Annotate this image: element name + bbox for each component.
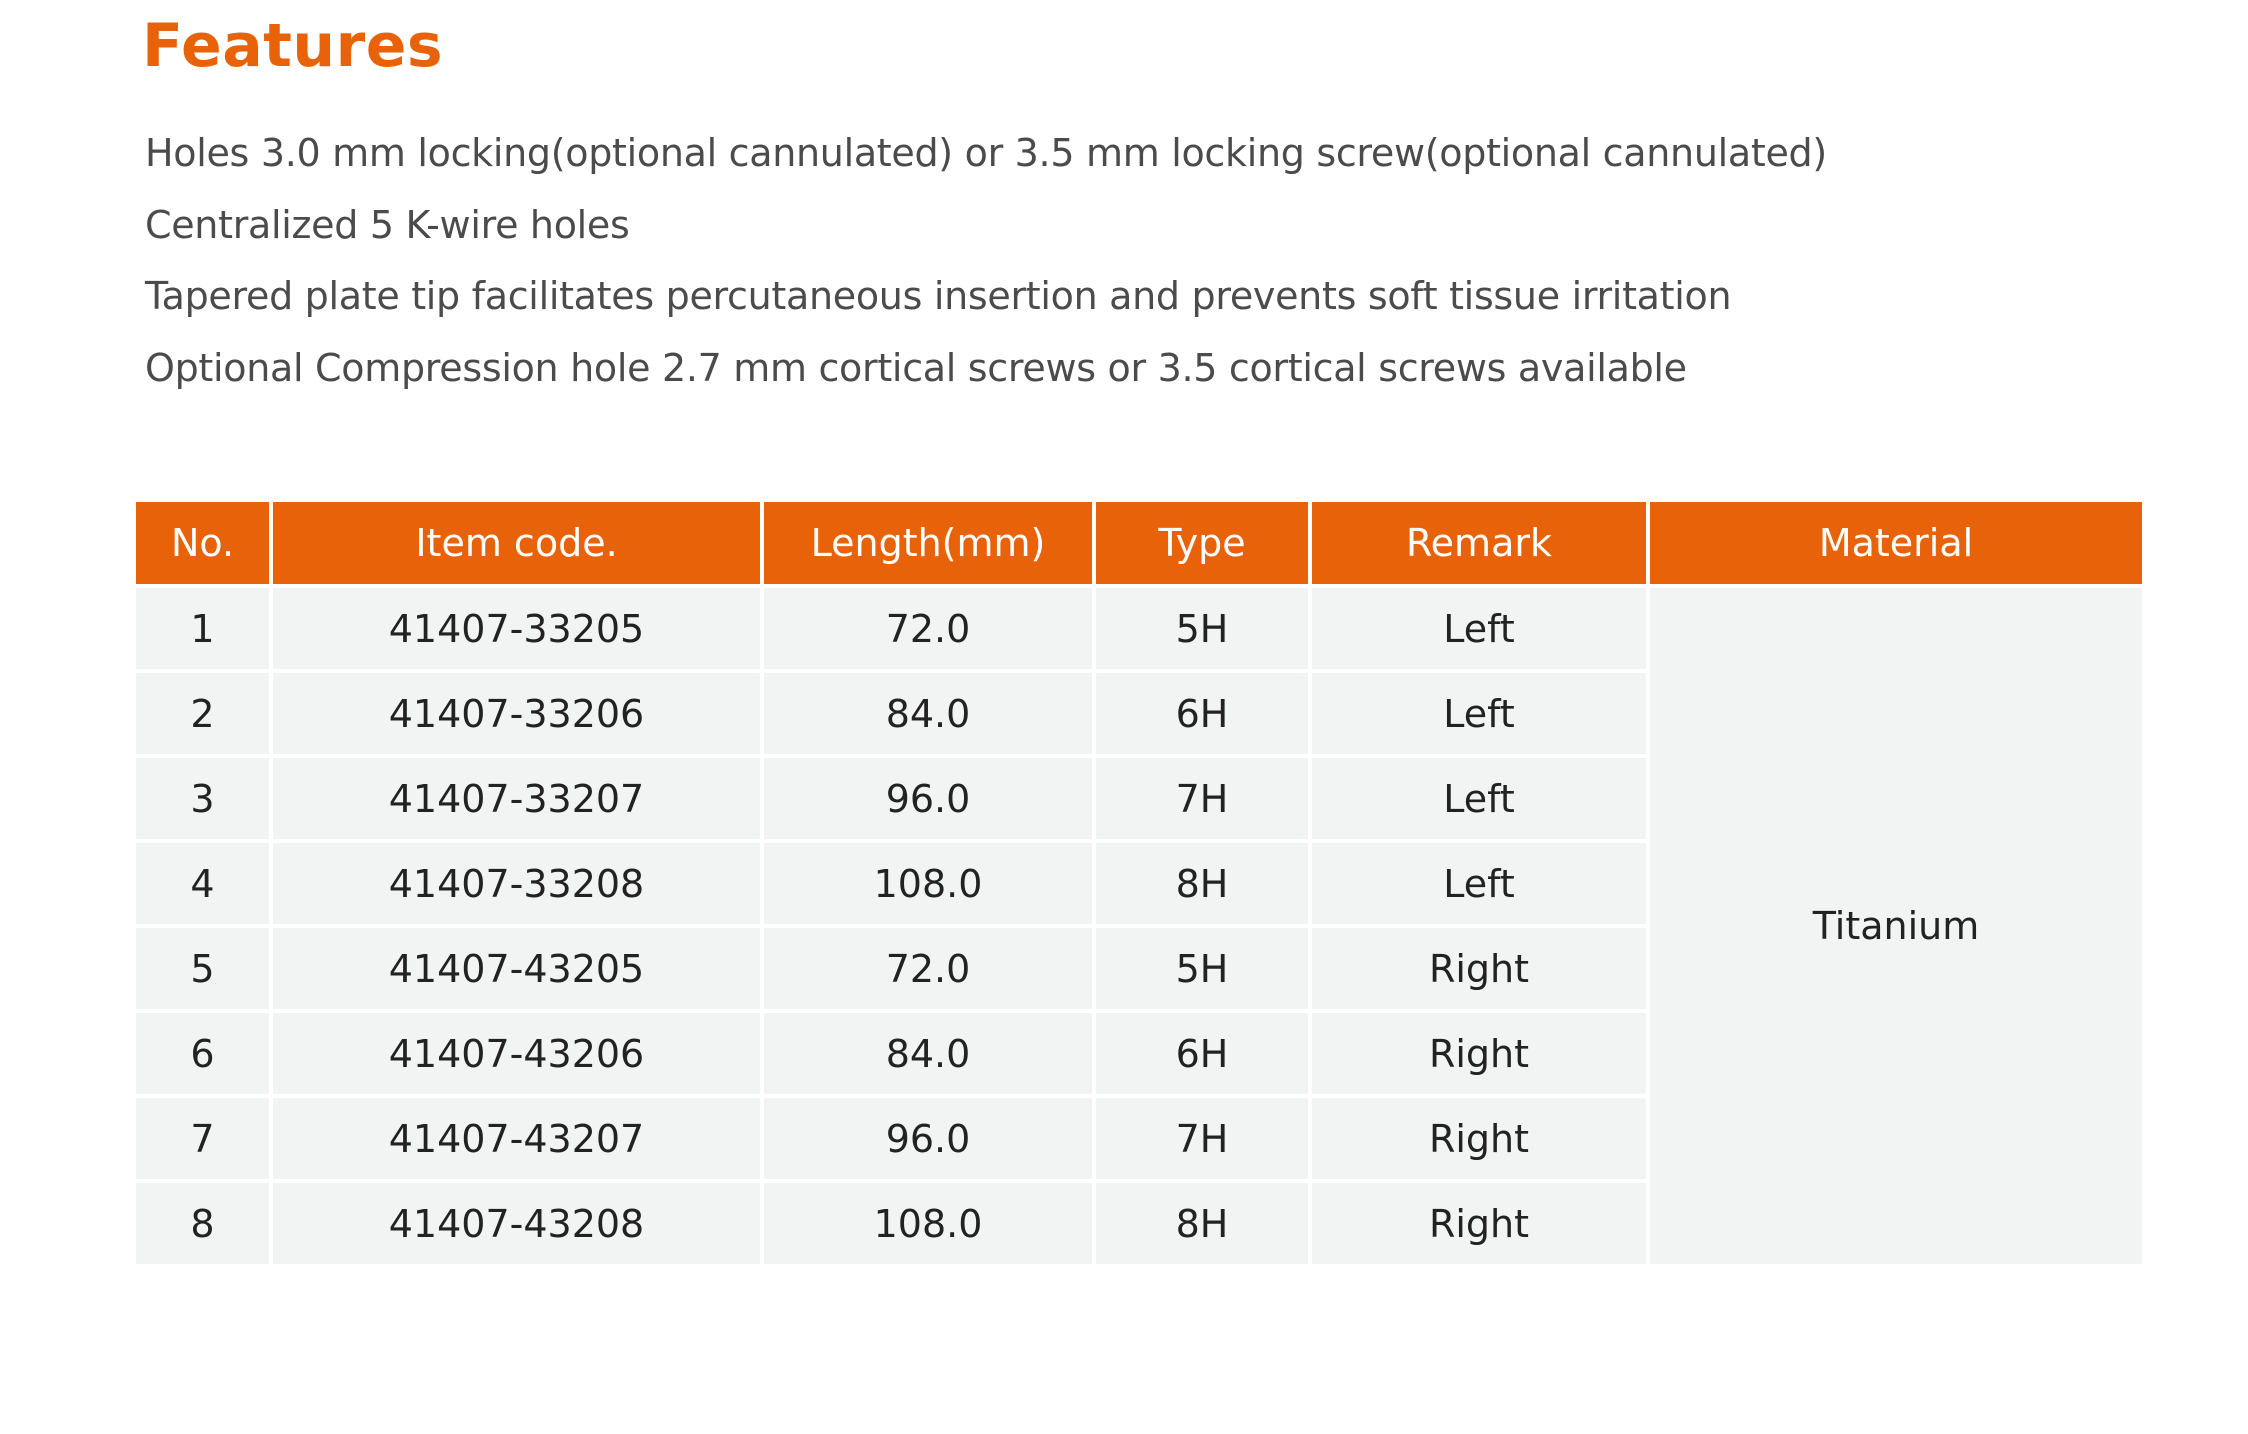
cell-length: 96.0 bbox=[764, 758, 1092, 839]
table-row bbox=[136, 588, 2142, 669]
cell-no: 2 bbox=[136, 673, 269, 754]
cell-remark: Left bbox=[1312, 673, 1646, 754]
cell-item-code: 41407-43205 bbox=[273, 928, 760, 1009]
feature-item: Tapered plate tip facilitates percutaneous insertion and prevents soft tissue irritation bbox=[145, 274, 1732, 318]
header-remark: Remark bbox=[1312, 502, 1646, 584]
cell-no: 8 bbox=[136, 1183, 269, 1264]
cell-item-code: 41407-43208 bbox=[273, 1183, 760, 1264]
cell-length: 96.0 bbox=[764, 1098, 1092, 1179]
cell-length: 84.0 bbox=[764, 1013, 1092, 1094]
cell-item-code: 41407-43207 bbox=[273, 1098, 760, 1179]
cell-type: 7H bbox=[1096, 758, 1308, 839]
cell-type: 7H bbox=[1096, 1098, 1308, 1179]
product-spec-table bbox=[132, 498, 2146, 1268]
cell-remark: Right bbox=[1312, 1013, 1646, 1094]
cell-remark: Left bbox=[1312, 843, 1646, 924]
cell-type: 5H bbox=[1096, 928, 1308, 1009]
cell-remark: Left bbox=[1312, 588, 1646, 669]
header-item-code: Item code. bbox=[273, 502, 760, 584]
header-material: Material bbox=[1650, 502, 2142, 584]
header-type: Type bbox=[1096, 502, 1308, 584]
feature-item: Optional Compression hole 2.7 mm cortical screws or 3.5 cortical screws available bbox=[145, 345, 1687, 390]
table-header-row bbox=[136, 502, 2142, 584]
cell-item-code: 41407-33207 bbox=[273, 758, 760, 839]
cell-item-code: 41407-43206 bbox=[273, 1013, 760, 1094]
cell-type: 8H bbox=[1096, 843, 1308, 924]
cell-length: 108.0 bbox=[764, 843, 1092, 924]
cell-item-code: 41407-33208 bbox=[273, 843, 760, 924]
cell-no: 3 bbox=[136, 758, 269, 839]
cell-length: 72.0 bbox=[764, 588, 1092, 669]
cell-remark: Right bbox=[1312, 928, 1646, 1009]
cell-item-code: 41407-33206 bbox=[273, 673, 760, 754]
cell-material: Titanium bbox=[1650, 588, 2142, 1264]
feature-item: Holes 3.0 mm locking(optional cannulated) or 3.5 mm locking screw(optional cannulated) bbox=[145, 131, 1827, 175]
cell-length: 72.0 bbox=[764, 928, 1092, 1009]
cell-type: 8H bbox=[1096, 1183, 1308, 1264]
cell-no: 6 bbox=[136, 1013, 269, 1094]
cell-no: 7 bbox=[136, 1098, 269, 1179]
cell-remark: Left bbox=[1312, 758, 1646, 839]
cell-length: 108.0 bbox=[764, 1183, 1092, 1264]
cell-item-code: 41407-33205 bbox=[273, 588, 760, 669]
page-title: Features bbox=[142, 11, 444, 81]
feature-item: Centralized 5 K-wire holes bbox=[145, 202, 630, 247]
cell-type: 6H bbox=[1096, 673, 1308, 754]
cell-remark: Right bbox=[1312, 1183, 1646, 1264]
cell-no: 5 bbox=[136, 928, 269, 1009]
cell-no: 4 bbox=[136, 843, 269, 924]
cell-type: 6H bbox=[1096, 1013, 1308, 1094]
features-list bbox=[145, 118, 1827, 404]
cell-length: 84.0 bbox=[764, 673, 1092, 754]
header-no: No. bbox=[136, 502, 269, 584]
header-length: Length(mm) bbox=[764, 502, 1092, 584]
cell-no: 1 bbox=[136, 588, 269, 669]
cell-type: 5H bbox=[1096, 588, 1308, 669]
cell-remark: Right bbox=[1312, 1098, 1646, 1179]
